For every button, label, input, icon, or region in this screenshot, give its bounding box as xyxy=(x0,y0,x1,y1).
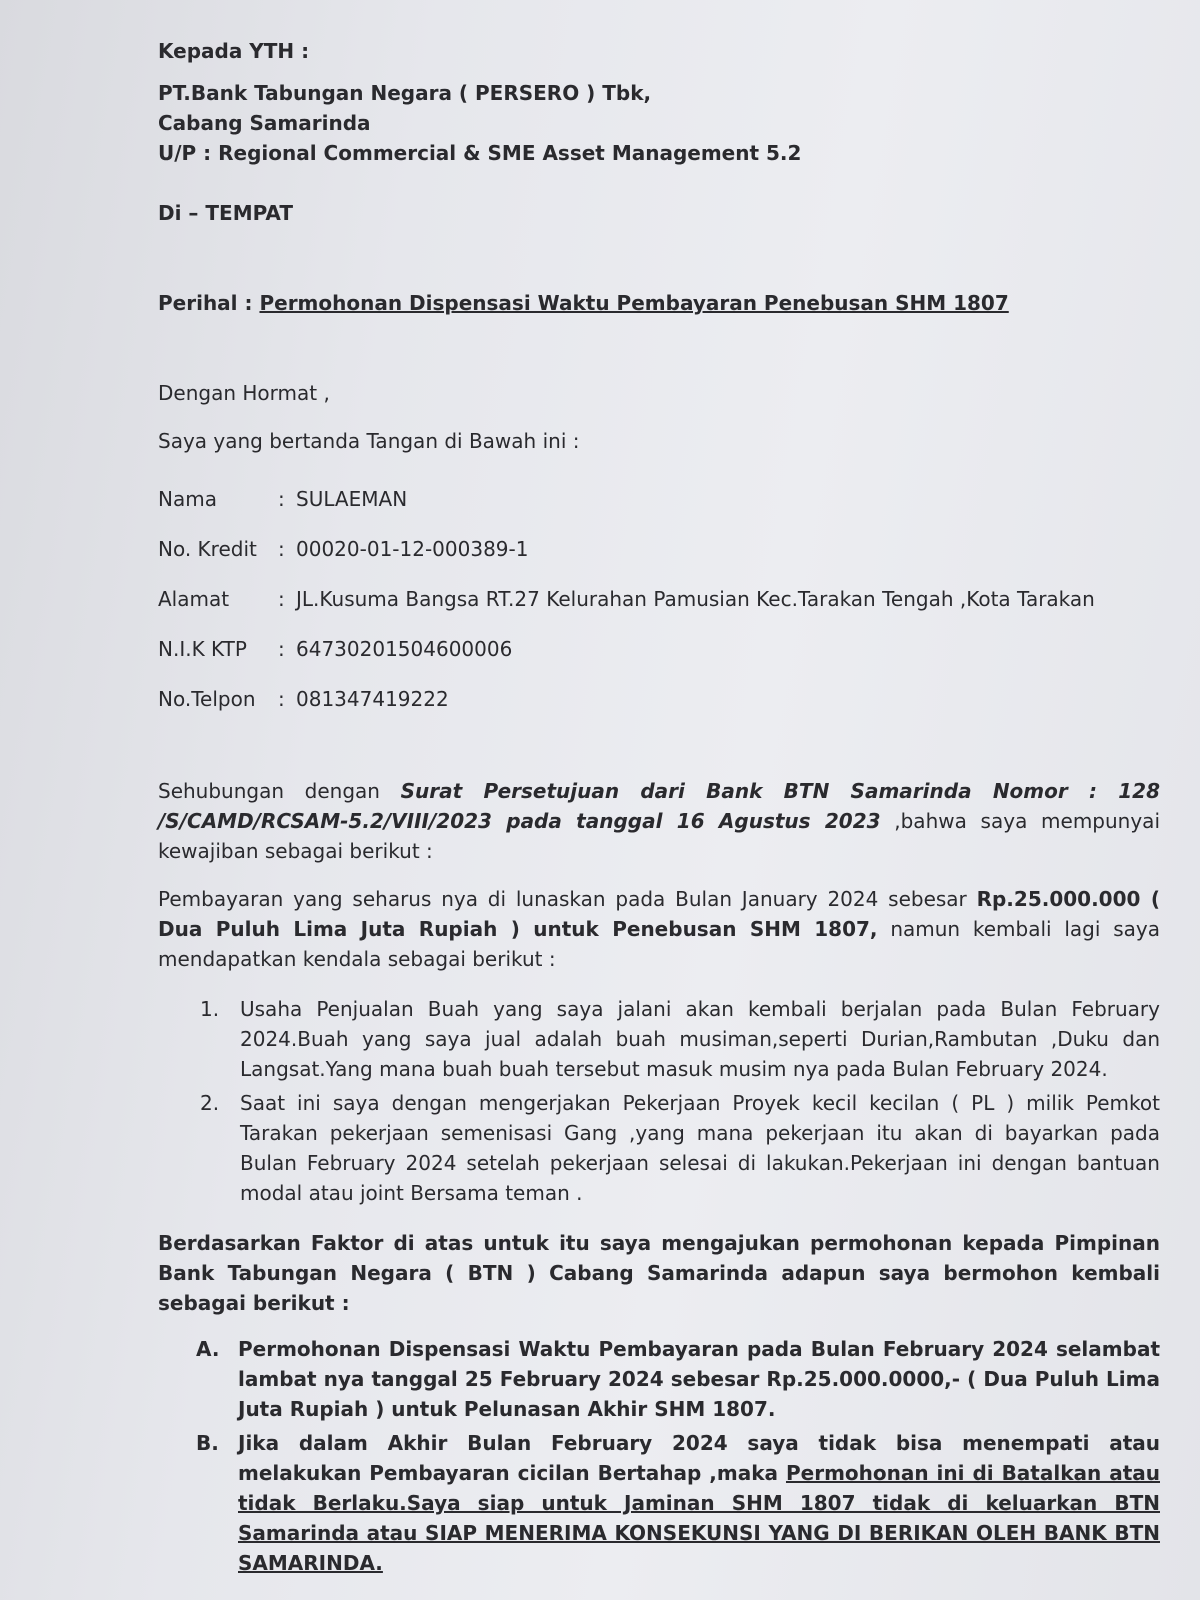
list-item-text: Permohonan Dispensasi Waktu Pembayaran pada Bulan February 2024 selambat lambat nya tanggal 25 February 2024 sebesar Rp.25.000.0000,- ( Dua Puluh Lima Juta Rupiah ) untuk Pelunasan Akhir SHM 1807. xyxy=(238,1337,1160,1421)
list-item xyxy=(158,1428,1160,1578)
list-marker: A. xyxy=(196,1337,220,1361)
list-marker: B. xyxy=(196,1431,219,1455)
identity-block xyxy=(158,474,1160,724)
identity-label: Nama xyxy=(158,487,217,511)
para2-tail: namun kembali lagi saya mendapatkan kendala sebagai berikut : xyxy=(158,917,1160,971)
identity-row-kredit: No. Kredit : 00020-01-12-000389-1 xyxy=(158,524,1160,574)
list-marker: 2. xyxy=(200,1091,220,1115)
identity-label: Alamat xyxy=(158,587,230,611)
paragraph-request-intro: Berdasarkan Faktor di atas untuk itu saya mengajukan permohonan kepada Pimpinan Bank Tabungan Negara ( BTN ) Cabang Samarinda adapun saya bermohon kembali sebagai berikut : xyxy=(158,1231,1160,1315)
list-item xyxy=(158,1088,1160,1208)
list-item-text: Usaha Penjualan Buah yang saya jalani akan kembali berjalan pada Bulan February 2024.Buah yang saya jual adalah buah musiman,seperti Durian,Rambutan ,Duku dan Langsat.Yang mana buah buah tersebut masuk musim nya pada Bulan February 2024. xyxy=(240,997,1160,1081)
paragraph-reference xyxy=(158,776,1160,866)
identity-row-alamat: Alamat : JL.Kusuma Bangsa RT.27 Kelurahan Pamusian Kec.Tarakan Tengah ,Kota Tarakan xyxy=(158,574,1160,624)
intro-line: Saya yang bertanda Tangan di Bawah ini : xyxy=(158,429,580,453)
salutation: Dengan Hormat , xyxy=(158,381,330,405)
identity-row-nik: N.I.K KTP : 64730201504600006 xyxy=(158,624,1160,674)
identity-row-telpon: No.Telpon : 081347419222 xyxy=(158,674,1160,724)
para2-lead: Pembayaran yang seharus nya di lunaskan pada Bulan January 2024 sebesar xyxy=(158,887,977,911)
recipient-block xyxy=(158,36,1160,228)
paragraph-obligation xyxy=(158,884,1160,974)
list-marker: 1. xyxy=(200,997,220,1021)
list-item xyxy=(158,994,1160,1084)
reasons-list xyxy=(158,994,1160,1208)
identity-row-nama: Nama : SULAEMAN xyxy=(158,474,1160,524)
para2-amount: Rp.25.000.000 ( Dua Puluh Lima Juta Rupiah ) untuk Penebusan SHM 1807, xyxy=(158,887,1160,941)
para1-letter-ref: Surat Persetujuan dari Bank BTN Samarinda Nomor : 128 /S/CAMD/RCSAM-5.2/VIII/2023 pada tanggal 16 Agustus 2023 xyxy=(158,779,1160,833)
recipient-greeting: Kepada YTH : xyxy=(158,39,310,63)
request-b-lead: Jika dalam Akhir Bulan February 2024 saya tidak bisa menempati atau melakukan Pembayaran cicilan Bertahap ,maka xyxy=(238,1431,1160,1485)
requests-list xyxy=(158,1334,1160,1578)
identity-value: 081347419222 xyxy=(296,687,449,711)
identity-value: SULAEMAN xyxy=(296,487,408,511)
list-item-text: Saat ini saya dengan mengerjakan Pekerjaan Proyek kecil kecilan ( PL ) milik Pemkot Tarakan pekerjaan semenisasi Gang ,yang mana pekerjaan itu akan di bayarkan pada Bulan February 2024 setelah pekerjaan selesai di lakukan.Pekerjaan ini dengan bantuan modal atau joint Bersama teman . xyxy=(240,1091,1160,1205)
subject-line xyxy=(158,288,1160,318)
request-b-underlined: Permohonan ini di Batalkan atau tidak Berlaku.Saya siap untuk Jaminan SHM 1807 tidak di keluarkan BTN Samarinda atau SIAP MENERIMA KONSEKUNSI YANG DI BERIKAN OLEH BANK BTN SAMARINDA. xyxy=(238,1461,1160,1575)
subject-label: Perihal : xyxy=(158,291,260,315)
identity-value: 00020-01-12-000389-1 xyxy=(296,537,529,561)
para1-lead: Sehubungan dengan xyxy=(158,779,401,803)
identity-label: N.I.K KTP xyxy=(158,637,247,661)
identity-label: No. Kredit xyxy=(158,537,257,561)
subject-text: Permohonan Dispensasi Waktu Pembayaran Penebusan SHM 1807 xyxy=(259,291,1009,315)
list-item-text xyxy=(238,1428,1160,1578)
identity-label: No.Telpon xyxy=(158,687,256,711)
recipient-line-2: Cabang Samarinda xyxy=(158,111,371,135)
identity-value: JL.Kusuma Bangsa RT.27 Kelurahan Pamusian Kec.Tarakan Tengah ,Kota Tarakan xyxy=(296,587,1095,611)
recipient-line-1: PT.Bank Tabungan Negara ( PERSERO ) Tbk, xyxy=(158,81,652,105)
para1-tail: ,bahwa saya mempunyai kewajiban sebagai berikut : xyxy=(158,809,1160,863)
recipient-place: Di – TEMPAT xyxy=(158,201,293,225)
identity-value: 64730201504600006 xyxy=(296,637,513,661)
list-item xyxy=(158,1334,1160,1424)
recipient-line-3: U/P : Regional Commercial & SME Asset Management 5.2 xyxy=(158,141,802,165)
